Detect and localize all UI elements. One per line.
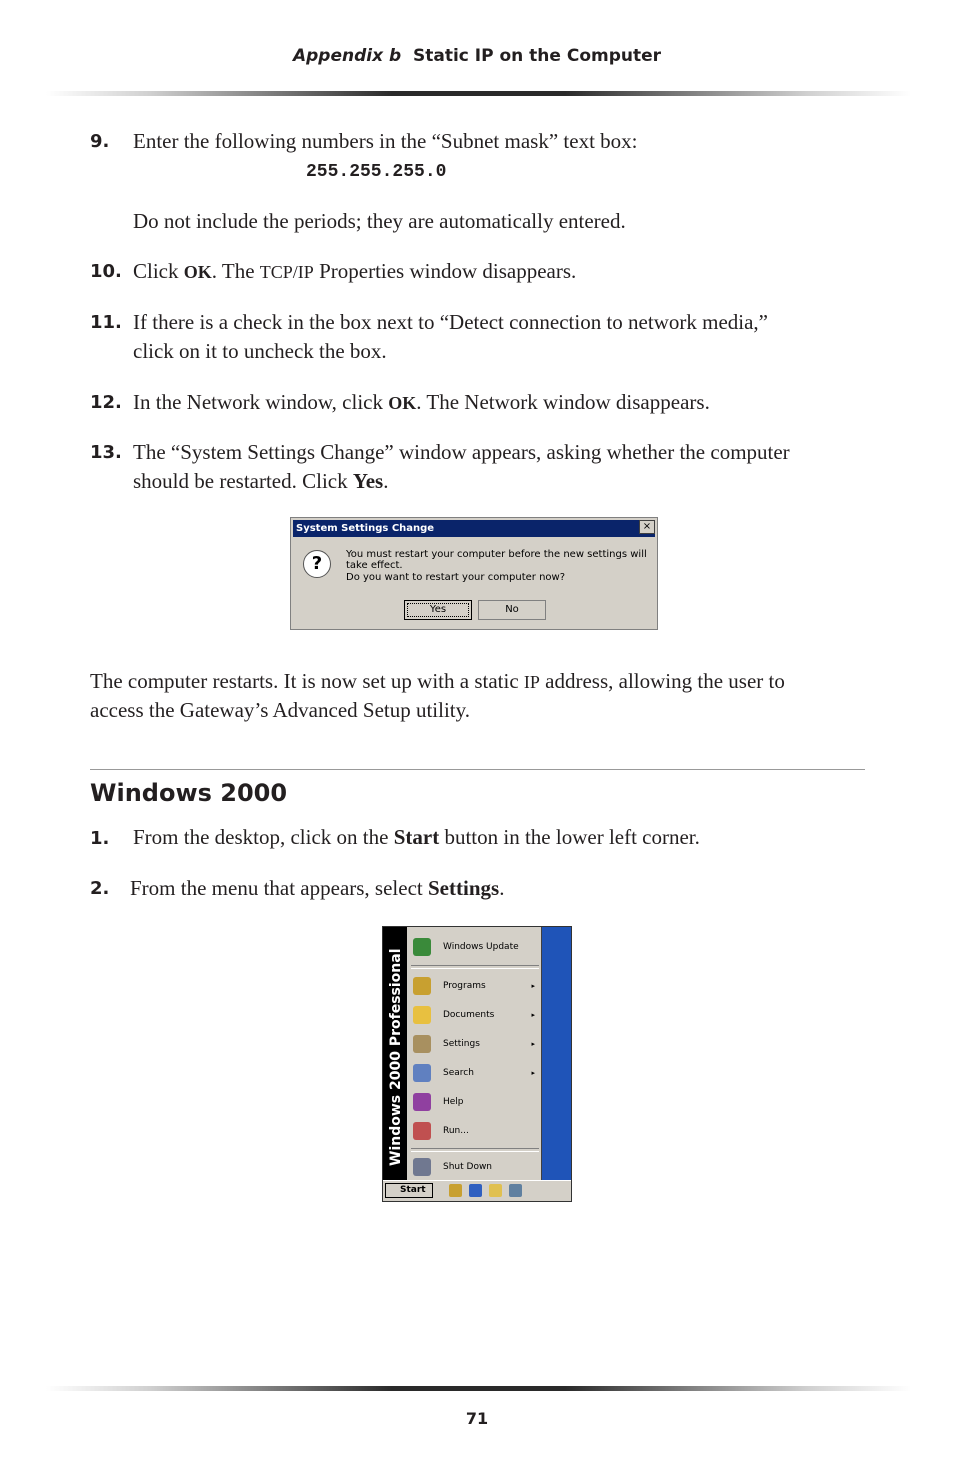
settings-icon [413, 1035, 431, 1053]
menu-item-programs[interactable]: Programs ▸ [411, 974, 539, 998]
restart-paragraph-line1: The computer restarts. It is now set up with a static IP address, allowing the user to [90, 669, 785, 693]
appendix-label: Appendix b [292, 46, 402, 66]
explorer-icon[interactable] [489, 1184, 502, 1197]
dialog-question: Do you want to restart your computer now? [346, 572, 566, 583]
tcpip-label: TCP/IP [259, 262, 314, 282]
start-menu-panel [383, 927, 542, 1183]
step-number: 13. [90, 442, 122, 463]
programs-icon [413, 977, 431, 995]
step-number: 9. [90, 131, 110, 152]
step-text-line2: should be restarted. Click Yes. [133, 469, 389, 493]
start-button[interactable]: Start [385, 1183, 433, 1198]
menu-item-run[interactable]: Run... [411, 1119, 539, 1143]
start-menu-screenshot [382, 926, 572, 1202]
start-label: Start [393, 825, 440, 849]
step-text-line1: The “System Settings Change” window appears, asking whether the computer [133, 440, 790, 464]
documents-icon [413, 1006, 431, 1024]
step-number: 11. [90, 312, 122, 333]
system-settings-change-dialog [290, 517, 658, 630]
submenu-arrow-icon: ▸ [531, 1069, 535, 1077]
page-number: 71 [465, 1409, 489, 1428]
header-title: Static IP on the Computer [412, 46, 662, 66]
section-divider [90, 769, 865, 770]
ok-label: OK [388, 393, 417, 413]
yes-label: Yes [352, 469, 384, 493]
step-number: 12. [90, 392, 122, 413]
menu-item-shut-down[interactable]: Shut Down [411, 1155, 539, 1179]
internet-explorer-icon[interactable] [469, 1184, 482, 1197]
dialog-title: System Settings Change [293, 520, 655, 537]
footer-rule [46, 1386, 911, 1391]
step-number: 2. [90, 878, 110, 899]
media-icon[interactable] [509, 1184, 522, 1197]
no-button[interactable]: No [478, 600, 546, 620]
close-icon[interactable]: × [639, 520, 655, 534]
menu-separator [411, 1148, 539, 1152]
subnet-value: 255.255.255.0 [306, 162, 447, 182]
menu-item-help[interactable]: Help [411, 1090, 539, 1114]
step-text: From the menu that appears, select Settings. [130, 876, 505, 900]
step-text-line2: click on it to uncheck the box. [133, 339, 387, 363]
desktop-icon[interactable] [449, 1184, 462, 1197]
ok-label: OK [183, 262, 212, 282]
menu-item-documents[interactable]: Documents ▸ [411, 1003, 539, 1027]
shut-down-icon [413, 1158, 431, 1176]
windows-update-icon [413, 938, 431, 956]
settings-label: Settings [428, 876, 500, 900]
menu-item-windows-update[interactable]: Windows Update [411, 935, 539, 959]
menu-item-search[interactable]: Search ▸ [411, 1061, 539, 1085]
step-number: 1. [90, 828, 110, 849]
header-rule [46, 91, 911, 96]
submenu-arrow-icon: ▸ [531, 982, 535, 990]
dialog-message: You must restart your computer before the new settings will take effect. [346, 549, 647, 571]
ip-label: IP [523, 672, 540, 692]
submenu-arrow-icon: ▸ [531, 1011, 535, 1019]
help-icon [413, 1093, 431, 1111]
question-icon: ? [303, 550, 331, 578]
taskbar [383, 1180, 572, 1201]
menu-separator [411, 965, 539, 969]
restart-paragraph-line2: access the Gateway’s Advanced Setup utility. [90, 698, 471, 722]
step-text-line1: If there is a check in the box next to “Detect connection to network media,” [133, 310, 769, 334]
step-text: Click OK. The TCP/IP Properties window disappears. [133, 259, 577, 283]
menu-item-settings[interactable]: Settings ▸ [411, 1032, 539, 1056]
run-icon [413, 1122, 431, 1140]
step-text: In the Network window, click OK. The Network window disappears. [133, 390, 710, 414]
band-text: Windows 2000 Professional [388, 948, 404, 1166]
step-text: Enter the following numbers in the “Subnet mask” text box: [133, 129, 638, 153]
running-header [0, 46, 954, 66]
search-icon [413, 1064, 431, 1082]
section-title: Windows 2000 [90, 779, 288, 807]
submenu-arrow-icon: ▸ [531, 1040, 535, 1048]
step-number: 10. [90, 261, 122, 282]
step-text: From the desktop, click on the Start button in the lower left corner. [133, 825, 700, 849]
periods-note: Do not include the periods; they are automatically entered. [133, 209, 626, 233]
yes-button[interactable]: Yes [404, 600, 472, 620]
start-menu-band [383, 927, 407, 1183]
